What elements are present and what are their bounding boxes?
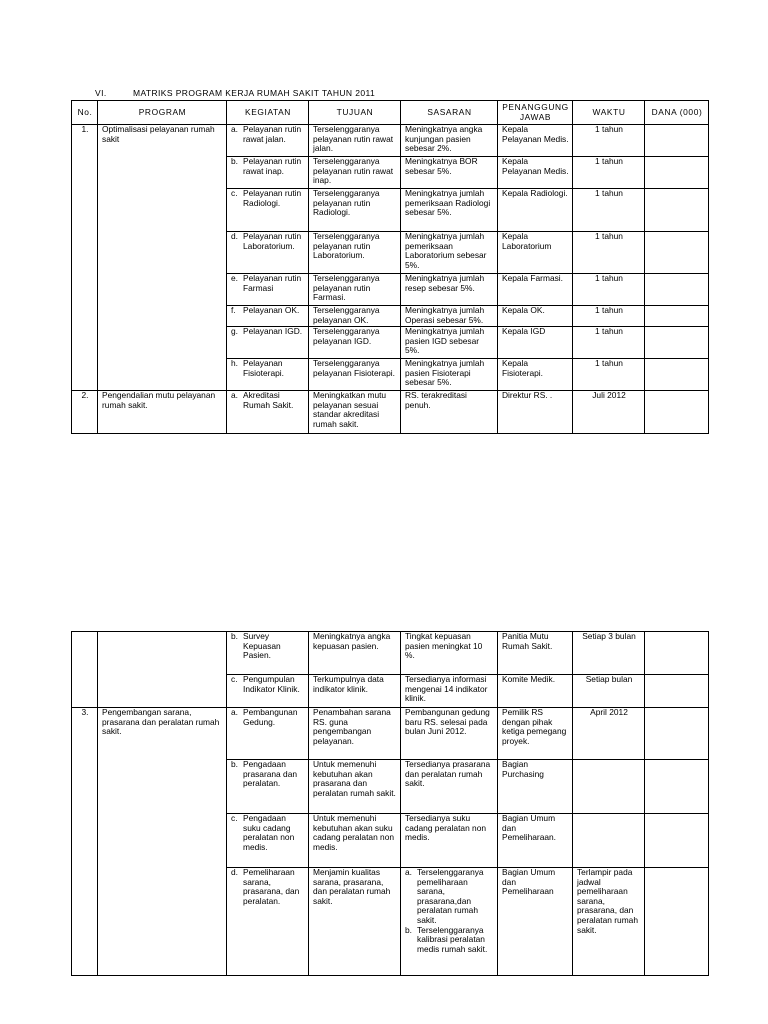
kegiatan-text: Pengumpulan Indikator Klinik. bbox=[243, 674, 300, 694]
waktu-cell: April 2012 bbox=[573, 708, 645, 760]
tujuan-cell: Terselenggaranya pelayanan OK. bbox=[309, 306, 401, 327]
tujuan-cell: Penambahan sarana RS. guna pengembangan pelayanan. bbox=[309, 708, 401, 760]
penanggung-jawab-cell: Bagian Umum dan Pemeliharaan. bbox=[498, 814, 573, 868]
dana-cell bbox=[645, 306, 709, 327]
sasaran-cell: Pembangunan gedung baru RS. selesai pada bulan Juni 2012. bbox=[401, 708, 498, 760]
waktu-cell: 1 tahun bbox=[573, 189, 645, 232]
kegiatan-cell bbox=[227, 274, 309, 306]
sasaran-cell: Meningkatnya jumlah pemeriksaan Laboratorium sebesar 5%. bbox=[401, 232, 498, 274]
penanggung-jawab-cell: Kepala Radiologi. bbox=[498, 189, 573, 232]
tujuan-cell: Untuk memenuhi kebutuhan akan suku cadang peralatan non medis. bbox=[309, 814, 401, 868]
program-cell bbox=[98, 632, 227, 708]
tujuan-cell: Terselenggaranya pelayanan rutin Radiologi. bbox=[309, 189, 401, 232]
sasaran-cell: Meningkatnya angka kunjungan pasien sebesar 2%. bbox=[401, 125, 498, 157]
dana-cell bbox=[645, 189, 709, 232]
sasaran-cell: RS. terakreditasi penuh. bbox=[401, 391, 498, 434]
sasaran-cell: Meningkatnya jumlah pasien IGD sebesar 5%. bbox=[401, 327, 498, 359]
document-title bbox=[95, 89, 615, 99]
kegiatan-cell bbox=[227, 760, 309, 814]
dana-cell bbox=[645, 359, 709, 391]
dana-cell bbox=[645, 868, 709, 976]
header-row bbox=[72, 101, 709, 125]
tujuan-cell: Untuk memenuhi kebutuhan akan prasarana dan peralatan rumah sakit. bbox=[309, 760, 401, 814]
penanggung-jawab-cell: Kepala Pelayanan Medis. bbox=[498, 157, 573, 189]
header-penanggung-jawab: PENANGGUNG JAWAB bbox=[498, 101, 573, 125]
kegiatan-text: Pelayanan rutin Laboratorium. bbox=[243, 231, 302, 251]
tujuan-cell: Terselenggaranya pelayanan IGD. bbox=[309, 327, 401, 359]
kegiatan-cell bbox=[227, 125, 309, 157]
row-number: 3. bbox=[72, 708, 98, 976]
tujuan-cell: Menjamin kualitas sarana, prasarana, dan peralatan rumah sakit. bbox=[309, 868, 401, 976]
kegiatan-cell bbox=[227, 157, 309, 189]
waktu-cell: 1 tahun bbox=[573, 157, 645, 189]
penanggung-jawab-cell: Kepala Farmasi. bbox=[498, 274, 573, 306]
table-row bbox=[72, 125, 709, 157]
kegiatan-text: Pengadaan suku cadang peralatan non medis. bbox=[243, 813, 295, 852]
sasaran-cell: Meningkatnya jumlah pasien Fisioterapi sebesar 5%. bbox=[401, 359, 498, 391]
kegiatan-cell bbox=[227, 632, 309, 675]
sasaran-cell: Tersedianya prasarana dan peralatan rumah sakit. bbox=[401, 760, 498, 814]
dana-cell bbox=[645, 157, 709, 189]
header-sasaran: SASARAN bbox=[401, 101, 498, 125]
sasaran-list bbox=[405, 868, 494, 954]
waktu-cell: 1 tahun bbox=[573, 359, 645, 391]
penanggung-jawab-cell: Kepala OK. bbox=[498, 306, 573, 327]
sasaran-cell: Tingkat kepuasan pasien meningkat 10 %. bbox=[401, 632, 498, 675]
kegiatan-cell bbox=[227, 189, 309, 232]
dana-cell bbox=[645, 760, 709, 814]
tujuan-cell: Terselenggaranya pelayanan rutin Laboratorium. bbox=[309, 232, 401, 274]
kegiatan-text: Pembangunan Gedung. bbox=[243, 707, 298, 727]
sasaran-cell: Tersedianya informasi mengenai 14 indikator klinik. bbox=[401, 675, 498, 708]
waktu-cell: Terlampir pada jadwal pemeliharaan sarana, prasarana, dan peralatan rumah sakit. bbox=[573, 868, 645, 976]
sasaran-letter: b. bbox=[405, 924, 412, 935]
program-matrix-table-page2 bbox=[71, 631, 709, 976]
penanggung-jawab-cell: Direktur RS. . bbox=[498, 391, 573, 434]
kegiatan-text: Pemeliharaan sarana, prasarana, dan peralatan. bbox=[243, 867, 300, 906]
waktu-cell: Setiap 3 bulan bbox=[573, 632, 645, 675]
waktu-cell: 1 tahun bbox=[573, 327, 645, 359]
sasaran-text: Terselenggaranya kalibrasi peralatan medis rumah sakit. bbox=[417, 924, 488, 954]
header-dana: DANA (000) bbox=[645, 101, 709, 125]
waktu-cell: 1 tahun bbox=[573, 125, 645, 157]
kegiatan-cell bbox=[227, 814, 309, 868]
row-number: 1. bbox=[72, 125, 98, 391]
sasaran-cell: Meningkatnya BOR sebesar 5%. bbox=[401, 157, 498, 189]
dana-cell bbox=[645, 391, 709, 434]
header-waktu: WAKTU bbox=[573, 101, 645, 125]
penanggung-jawab-cell: Bagian Umum dan Pemeliharaan bbox=[498, 868, 573, 976]
kegiatan-text: Pelayanan OK. bbox=[243, 305, 300, 315]
header-program: PROGRAM bbox=[98, 101, 227, 125]
row-number bbox=[72, 632, 98, 708]
kegiatan-letter: b. bbox=[231, 759, 238, 769]
sasaran-list-item bbox=[405, 926, 494, 955]
tujuan-cell: Terkumpulnya data indikator klinik. bbox=[309, 675, 401, 708]
sasaran-cell: Meningkatnya jumlah Operasi sebesar 5%. bbox=[401, 306, 498, 327]
waktu-cell: Setiap bulan bbox=[573, 675, 645, 708]
sasaran-cell: Meningkatnya jumlah resep sebesar 5%. bbox=[401, 274, 498, 306]
header-kegiatan: KEGIATAN bbox=[227, 101, 309, 125]
section-number: VI. bbox=[95, 88, 107, 98]
kegiatan-cell bbox=[227, 868, 309, 976]
tujuan-cell: Terselenggaranya pelayanan Fisioterapi. bbox=[309, 359, 401, 391]
sasaran-text: Terselenggaranya pemeliharaan sarana, prasarana,dan peralatan rumah sakit. bbox=[417, 867, 484, 925]
kegiatan-cell bbox=[227, 391, 309, 434]
penanggung-jawab-cell: Bagian Purchasing bbox=[498, 760, 573, 814]
dana-cell bbox=[645, 632, 709, 675]
kegiatan-cell bbox=[227, 232, 309, 274]
kegiatan-text: Pelayanan rutin rawat inap. bbox=[243, 156, 302, 176]
kegiatan-letter: c. bbox=[231, 674, 238, 684]
program-cell: Pengendalian mutu pelayanan rumah sakit. bbox=[98, 391, 227, 434]
kegiatan-letter: d. bbox=[231, 231, 238, 241]
dana-cell bbox=[645, 814, 709, 868]
kegiatan-cell bbox=[227, 327, 309, 359]
waktu-cell: 1 tahun bbox=[573, 306, 645, 327]
tujuan-cell: Terselenggaranya pelayanan rutin rawat jalan. bbox=[309, 125, 401, 157]
kegiatan-letter: b. bbox=[231, 156, 238, 166]
row-number: 2. bbox=[72, 391, 98, 434]
waktu-cell bbox=[573, 814, 645, 868]
kegiatan-letter: b. bbox=[231, 631, 238, 641]
dana-cell bbox=[645, 327, 709, 359]
penanggung-jawab-cell: Kepala Pelayanan Medis. bbox=[498, 125, 573, 157]
header-tujuan: TUJUAN bbox=[309, 101, 401, 125]
dana-cell bbox=[645, 675, 709, 708]
tujuan-cell: Meningkatnya angka kepuasan pasien. bbox=[309, 632, 401, 675]
kegiatan-letter: c. bbox=[231, 188, 238, 198]
table-row bbox=[72, 632, 709, 675]
waktu-cell bbox=[573, 760, 645, 814]
kegiatan-text: Pengadaan prasarana dan peralatan. bbox=[243, 759, 298, 789]
penanggung-jawab-cell: Komite Medik. bbox=[498, 675, 573, 708]
tujuan-cell: Terselenggaranya pelayanan rutin Farmasi. bbox=[309, 274, 401, 306]
kegiatan-letter: f. bbox=[231, 305, 236, 315]
tujuan-cell: Terselenggaranya pelayanan rutin rawat inap. bbox=[309, 157, 401, 189]
program-cell: Pengembangan sarana, prasarana dan peralatan rumah sakit. bbox=[98, 708, 227, 976]
kegiatan-letter: d. bbox=[231, 867, 238, 877]
sasaran-cell: Meningkatnya jumlah pemeriksaan Radiologi sebesar 5%. bbox=[401, 189, 498, 232]
kegiatan-letter: c. bbox=[231, 813, 238, 823]
penanggung-jawab-cell: Kepala IGD bbox=[498, 327, 573, 359]
program-matrix-table-page1 bbox=[71, 100, 709, 434]
program-cell: Optimalisasi pelayanan rumah sakit bbox=[98, 125, 227, 391]
kegiatan-text: Akreditasi Rumah Sakit. bbox=[243, 390, 294, 410]
kegiatan-cell bbox=[227, 675, 309, 708]
title-text: MATRIKS PROGRAM KERJA RUMAH SAKIT TAHUN 2011 bbox=[133, 88, 376, 98]
kegiatan-letter: g. bbox=[231, 326, 238, 336]
header-no: No. bbox=[72, 101, 98, 125]
kegiatan-text: Pelayanan rutin Radiologi. bbox=[243, 188, 302, 208]
waktu-cell: Juli 2012 bbox=[573, 391, 645, 434]
kegiatan-letter: e. bbox=[231, 273, 238, 283]
kegiatan-text: Pelayanan rutin Farmasi bbox=[243, 273, 302, 293]
sasaran-list-item bbox=[405, 868, 494, 926]
kegiatan-letter: a. bbox=[231, 390, 238, 400]
kegiatan-text: Pelayanan IGD. bbox=[243, 326, 303, 336]
table-row bbox=[72, 708, 709, 760]
kegiatan-letter: h. bbox=[231, 358, 238, 368]
kegiatan-letter: a. bbox=[231, 707, 238, 717]
waktu-cell: 1 tahun bbox=[573, 274, 645, 306]
dana-cell bbox=[645, 708, 709, 760]
kegiatan-text: Survey Kepuasan Pasien. bbox=[243, 631, 281, 661]
kegiatan-text: Pelayanan Fisioterapi. bbox=[243, 358, 284, 378]
kegiatan-letter: a. bbox=[231, 124, 238, 134]
penanggung-jawab-cell: Kepala Fisioterapi. bbox=[498, 359, 573, 391]
dana-cell bbox=[645, 274, 709, 306]
sasaran-letter: a. bbox=[405, 867, 412, 877]
kegiatan-cell bbox=[227, 708, 309, 760]
sasaran-cell: Tersedianya suku cadang peralatan non medis. bbox=[401, 814, 498, 868]
tujuan-cell: Meningkatkan mutu pelayanan sesuai standar akreditasi rumah sakit. bbox=[309, 391, 401, 434]
sasaran-cell bbox=[401, 868, 498, 976]
penanggung-jawab-cell: Pemilik RS dengan pihak ketiga pemegang proyek. bbox=[498, 708, 573, 760]
penanggung-jawab-cell: Panitia Mutu Rumah Sakit. bbox=[498, 632, 573, 675]
penanggung-jawab-cell: Kepala Laboratorium bbox=[498, 232, 573, 274]
kegiatan-cell bbox=[227, 306, 309, 327]
kegiatan-cell bbox=[227, 359, 309, 391]
waktu-cell: 1 tahun bbox=[573, 232, 645, 274]
table-row bbox=[72, 391, 709, 434]
kegiatan-text: Pelayanan rutin rawat jalan. bbox=[243, 124, 302, 144]
dana-cell bbox=[645, 232, 709, 274]
dana-cell bbox=[645, 125, 709, 157]
